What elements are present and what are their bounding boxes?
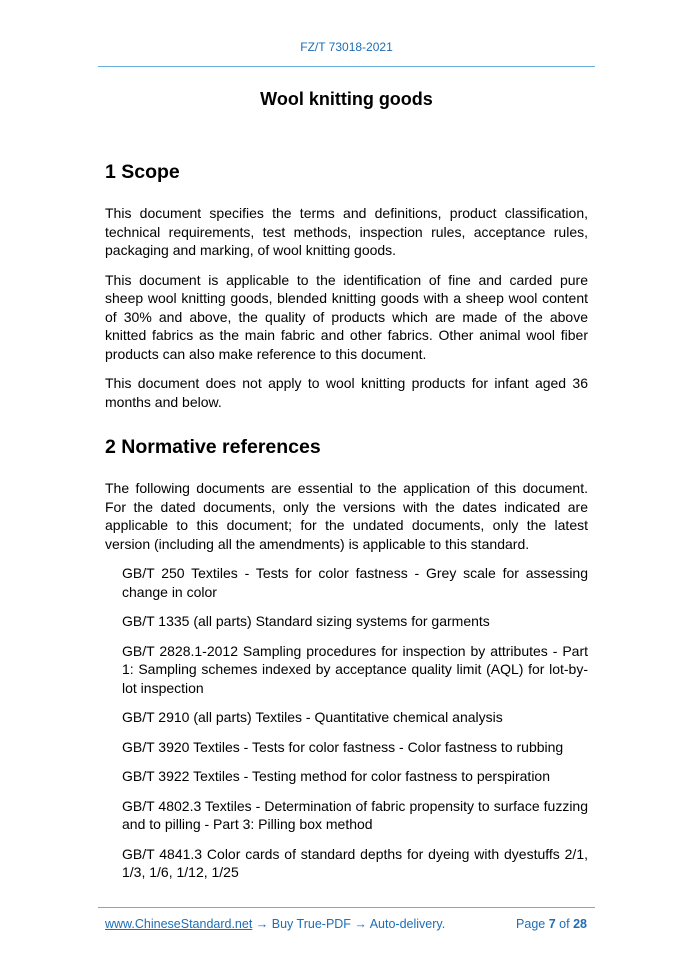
section-heading-normative-references: 2 Normative references xyxy=(105,436,321,458)
reference-item: GB/T 2828.1-2012 Sampling procedures for inspection by attributes - Part 1: Sampling schemes indexed by acceptance quality limit (AQL) for lot-by-lot inspection xyxy=(122,642,588,696)
document-title: Wool knitting goods xyxy=(260,89,433,109)
page-indicator xyxy=(516,917,587,931)
scope-paragraph: This document specifies the terms and definitions, product classification, technical requirements, test methods, inspection rules, acceptance rules, packaging and marking, of wool knitting goods. xyxy=(105,205,588,258)
reference-item: GB/T 1335 (all parts) Standard sizing systems for garments xyxy=(122,613,490,629)
standard-code: FZ/T 73018-2021 xyxy=(300,40,393,54)
reference-item: GB/T 3920 Textiles - Tests for color fastness - Color fastness to rubbing xyxy=(122,738,564,755)
section-heading-scope: 1 Scope xyxy=(105,161,180,183)
page-total: 28 xyxy=(573,917,587,931)
promo-text: → Buy True-PDF → Auto-delivery. xyxy=(252,917,446,931)
reference-list xyxy=(122,564,588,882)
page-label: Page xyxy=(516,917,546,931)
reference-item: GB/T 250 Textiles - Tests for color fastness - Grey scale for assessing change in color xyxy=(122,565,588,600)
scope-paragraph: This document is applicable to the identification of fine and carded pure sheep wool knitting goods, blended knitting goods with a sheep wool content of 30% and above, the quality of products which are made of the above knitted fabrics as the main fabric and other fabrics. Other animal wool fiber products can also make reference to this document. xyxy=(105,271,588,362)
website-link[interactable]: www.ChineseStandard.net xyxy=(105,917,253,931)
footer-divider xyxy=(98,907,595,908)
header-divider xyxy=(98,66,595,67)
scope-paragraph: This document does not apply to wool knitting products for infant aged 36 months and below. xyxy=(105,375,588,410)
page-number: 7 xyxy=(548,917,556,931)
reference-item: GB/T 4802.3 Textiles - Determination of fabric propensity to surface fuzzing and to pilling - Part 3: Pilling box method xyxy=(122,797,588,832)
reference-item: GB/T 3922 Textiles - Testing method for color fastness to perspiration xyxy=(122,768,550,784)
of-label: of xyxy=(559,917,570,931)
reference-item: GB/T 4841.3 Color cards of standard depths for dyeing with dyestuffs 2/1, 1/3, 1/6, 1/12, 1/25 xyxy=(122,845,588,880)
references-intro: The following documents are essential to the application of this document. For the dated documents, only the versions with the dates indicated are applicable to this document; for the undated documents, only the latest version (including all the amendments) is applicable to this standard. xyxy=(105,480,588,552)
reference-item: GB/T 2910 (all parts) Textiles - Quantitative chemical analysis xyxy=(122,709,503,725)
document-body xyxy=(105,160,588,893)
footer-promo xyxy=(105,917,445,931)
